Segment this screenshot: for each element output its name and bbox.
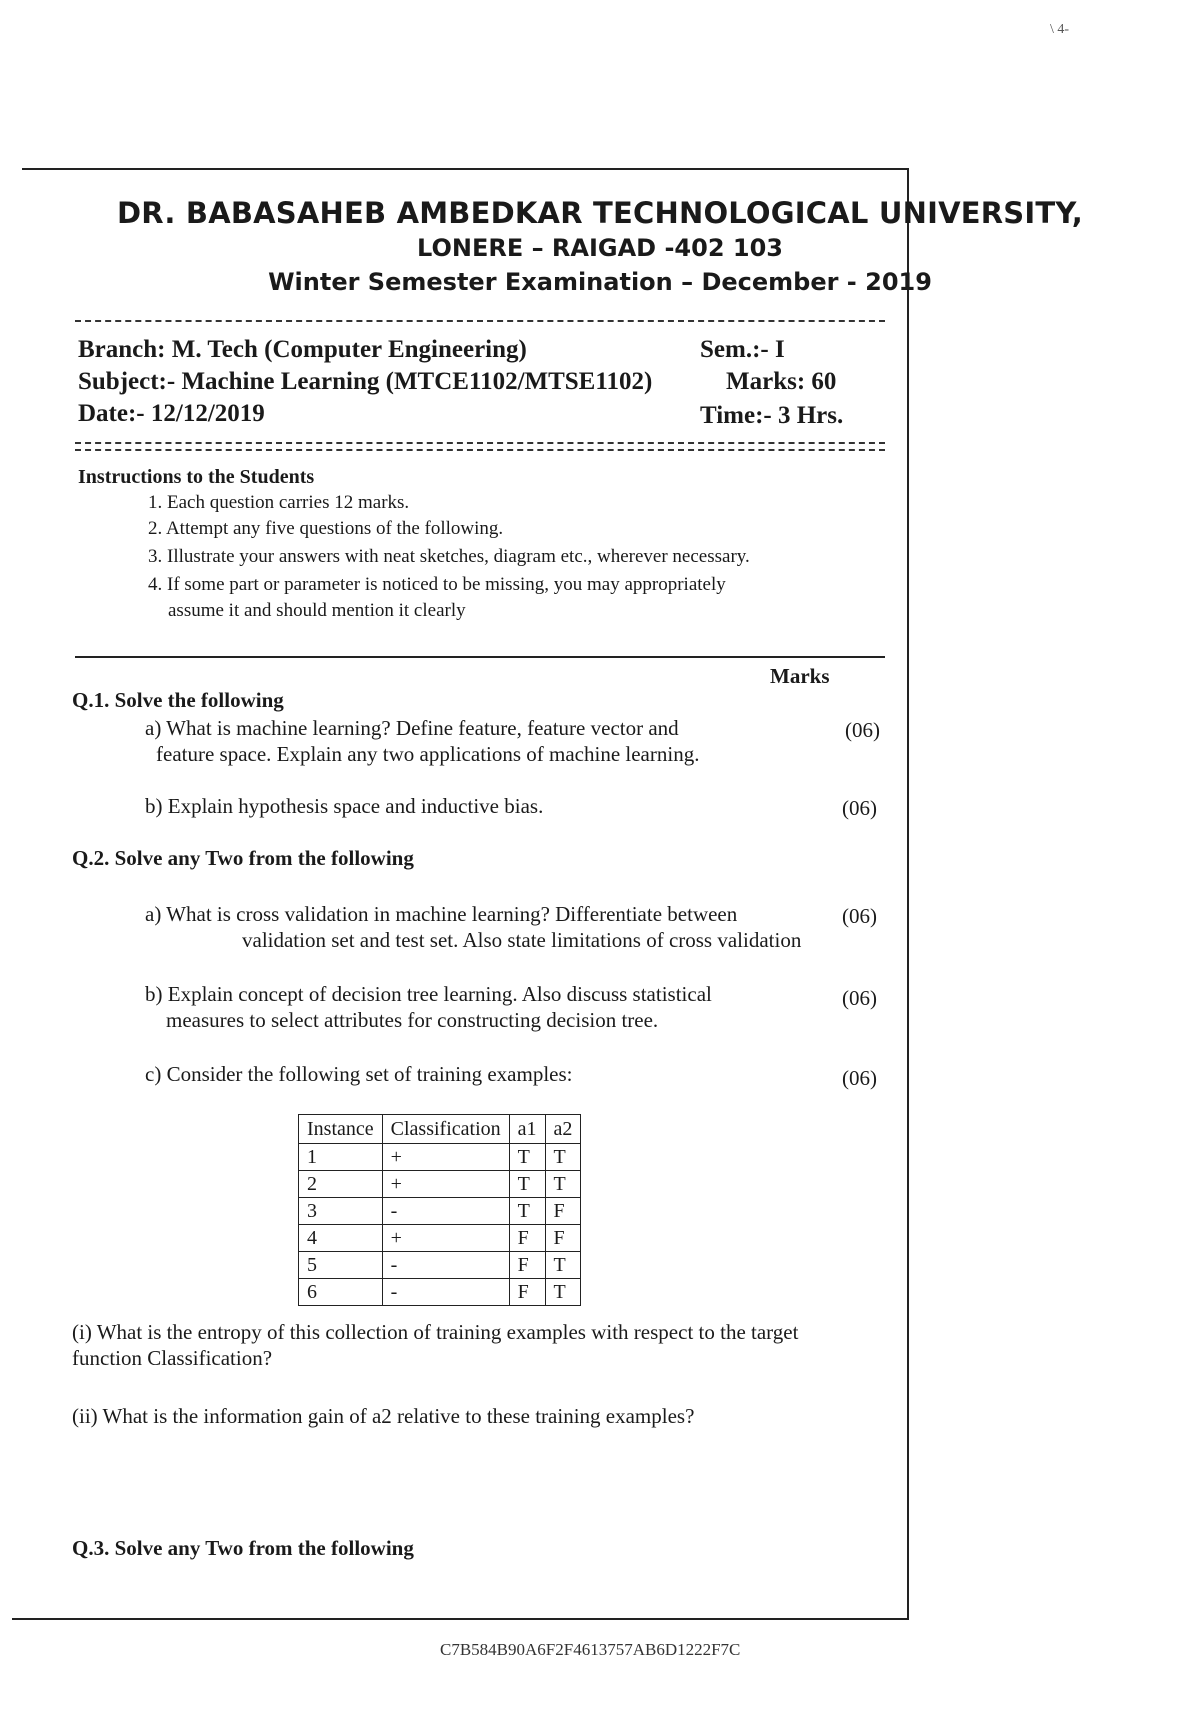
table-cell: +: [382, 1144, 509, 1171]
header-divider: [75, 320, 885, 322]
table-header-cell: a1: [509, 1115, 545, 1144]
q3-title: Q.3. Solve any Two from the following: [72, 1536, 414, 1560]
q2c-marks: (06): [842, 1066, 877, 1090]
table-cell: +: [382, 1225, 509, 1252]
table-cell: 4: [299, 1225, 383, 1252]
table-cell: T: [509, 1144, 545, 1171]
q2b-text: b) Explain concept of decision tree learning. Also discuss statistical: [145, 982, 712, 1006]
table-row: [299, 1198, 581, 1225]
table-row: [299, 1144, 581, 1171]
table-cell: 6: [299, 1279, 383, 1306]
table-cell: -: [382, 1279, 509, 1306]
table-cell: F: [545, 1225, 581, 1252]
exam-title: Winter Semester Examination – December - 2019: [268, 268, 932, 296]
instruction-item: 2. Attempt any five questions of the following.: [148, 518, 504, 539]
footer-code: C7B584B90A6F2F4613757AB6D1222F7C: [440, 1640, 741, 1659]
subject: Subject:- Machine Learning (MTCE1102/MTSE1102): [78, 368, 653, 395]
q2c-ii-text: (ii) What is the information gain of a2 relative to these training examples?: [72, 1404, 695, 1428]
table-cell: F: [545, 1198, 581, 1225]
q2c-i-text: (i) What is the entropy of this collection of training examples with respect to the target: [72, 1320, 799, 1344]
q1b-text: b) Explain hypothesis space and inductive bias.: [145, 794, 544, 818]
table-cell: F: [509, 1279, 545, 1306]
table-cell: T: [545, 1144, 581, 1171]
q2c-text: c) Consider the following set of training examples:: [145, 1062, 573, 1086]
table-row: [299, 1171, 581, 1198]
bottom-border: [12, 1618, 909, 1620]
q1b-marks: (06): [842, 796, 877, 820]
q1-title: Q.1. Solve the following: [72, 688, 284, 712]
training-examples-table: [298, 1114, 581, 1306]
table-cell: F: [509, 1225, 545, 1252]
table-header-row: [299, 1115, 581, 1144]
table-cell: T: [509, 1198, 545, 1225]
semester: Sem.:- I: [700, 336, 785, 363]
top-border: [22, 168, 907, 170]
q1a-text: a) What is machine learning? Define feature, feature vector and: [145, 716, 679, 740]
corner-mark: \ 4-: [1050, 22, 1070, 37]
instruction-item: 3. Illustrate your answers with neat sketches, diagram etc., wherever necessary.: [148, 546, 750, 567]
q2b-marks: (06): [842, 986, 877, 1010]
table-row: [299, 1279, 581, 1306]
table-cell: -: [382, 1198, 509, 1225]
table-cell: T: [509, 1171, 545, 1198]
exam-time: Time:- 3 Hrs.: [700, 402, 844, 429]
marks-heading: Marks: [770, 664, 830, 688]
instructions-heading: Instructions to the Students: [78, 466, 315, 488]
q2b-text-cont: measures to select attributes for constructing decision tree.: [166, 1008, 659, 1032]
table-cell: +: [382, 1171, 509, 1198]
table-cell: T: [545, 1279, 581, 1306]
exam-date: Date:- 12/12/2019: [78, 400, 265, 427]
table-cell: 3: [299, 1198, 383, 1225]
instruction-item: 1. Each question carries 12 marks.: [148, 492, 410, 513]
table-cell: T: [545, 1171, 581, 1198]
table-header-cell: Instance: [299, 1115, 383, 1144]
table-cell: -: [382, 1252, 509, 1279]
instructions-divider: [75, 656, 885, 658]
table-row: [299, 1252, 581, 1279]
q1a-text-cont: feature space. Explain any two applications of machine learning.: [156, 742, 700, 766]
q2a-text: a) What is cross validation in machine learning? Differentiate between: [145, 902, 738, 926]
q2-title: Q.2. Solve any Two from the following: [72, 846, 414, 870]
university-location: LONERE – RAIGAD -402 103: [417, 234, 783, 262]
q2a-text-cont: validation set and test set. Also state limitations of cross validation: [242, 928, 802, 952]
q1a-marks: (06): [845, 718, 880, 742]
table-row: [299, 1225, 581, 1252]
table-cell: 5: [299, 1252, 383, 1279]
table-cell: F: [509, 1252, 545, 1279]
meta-divider-2: [75, 449, 885, 451]
instruction-item: assume it and should mention it clearly: [168, 600, 466, 621]
table-cell: 2: [299, 1171, 383, 1198]
university-name: DR. BABASAHEB AMBEDKAR TECHNOLOGICAL UNIVERSITY,: [117, 196, 1083, 230]
branch: Branch: M. Tech (Computer Engineering): [78, 336, 527, 363]
instruction-item: 4. If some part or parameter is noticed to be missing, you may appropriately: [148, 574, 726, 595]
meta-divider-1: [75, 442, 885, 444]
total-marks: Marks: 60: [726, 368, 837, 395]
q2c-i-text-cont: function Classification?: [72, 1346, 273, 1370]
table-cell: 1: [299, 1144, 383, 1171]
right-border: [907, 168, 909, 1618]
table-header-cell: a2: [545, 1115, 581, 1144]
table-cell: T: [545, 1252, 581, 1279]
q2a-marks: (06): [842, 904, 877, 928]
table-header-cell: Classification: [382, 1115, 509, 1144]
